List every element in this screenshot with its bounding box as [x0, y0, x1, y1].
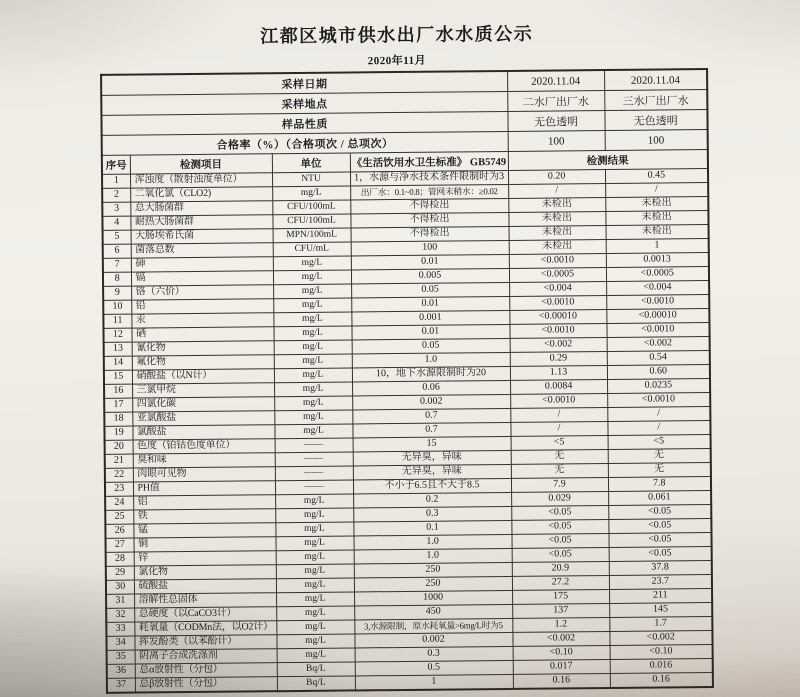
- unit-cell: mg/L: [276, 634, 354, 649]
- row-no-cell: 28: [106, 552, 134, 566]
- result-plant3-cell: 未检出: [605, 211, 708, 226]
- pass-rate-plant2: 100: [508, 131, 605, 152]
- standard-cell: 0.5: [355, 660, 513, 676]
- standard-cell: 0.001: [351, 310, 509, 326]
- standard-cell: 0.06: [352, 380, 510, 396]
- standard-cell: 0.3: [355, 646, 513, 662]
- row-no-cell: 26: [105, 524, 133, 538]
- page-title: 江都区城市供水出厂水水质公示: [260, 23, 534, 47]
- result-plant3-cell: 1: [606, 239, 709, 254]
- sample-nature-label: 样品性质: [101, 111, 507, 135]
- result-plant2-cell: 未检出: [509, 226, 606, 241]
- item-cell: 镉: [131, 271, 273, 286]
- item-cell: 耐热大肠菌群: [130, 215, 272, 230]
- item-cell: 汞: [131, 313, 273, 328]
- result-plant3-cell: 未检出: [606, 225, 709, 240]
- result-plant3-cell: 0.54: [607, 351, 710, 366]
- sample-location-label: 采样地点: [101, 91, 507, 115]
- item-cell: 浑浊度（散射浊度单位）: [130, 173, 272, 188]
- unit-cell: mg/L: [277, 648, 355, 663]
- standard-cell: 1.0: [354, 548, 512, 564]
- result-plant2-cell: <0.05: [511, 506, 608, 521]
- result-plant3-cell: /: [605, 183, 708, 198]
- item-cell: 菌落总数: [131, 243, 273, 258]
- item-cell: 铁: [133, 509, 275, 524]
- result-plant3-cell: 145: [609, 603, 712, 618]
- sample-date-plant2: 2020.11.04: [507, 70, 604, 91]
- result-plant2-cell: 0.20: [508, 170, 605, 185]
- standard-cell: 无异臭，异味: [353, 464, 511, 480]
- row-no-cell: 24: [105, 496, 133, 510]
- item-cell: 硒: [131, 327, 273, 342]
- item-cell: 三氯甲烷: [132, 383, 274, 398]
- unit-cell: mg/L: [273, 256, 351, 271]
- row-no-cell: 21: [105, 454, 133, 468]
- unit-cell: Bq/L: [277, 676, 355, 691]
- item-cell: 色度（铂钴色度单位）: [133, 439, 275, 454]
- result-plant3-cell: <0.05: [608, 519, 711, 534]
- result-plant3-cell: 0.16: [610, 673, 713, 688]
- standard-cell: 0.002: [354, 632, 512, 648]
- standard-cell: 0.7: [352, 422, 510, 438]
- item-cell: PH值: [133, 481, 275, 496]
- col-header-item: 检测项目: [130, 154, 272, 174]
- row-no-cell: 14: [104, 356, 132, 370]
- item-cell: 铜: [134, 537, 276, 552]
- unit-cell: mg/L: [276, 592, 354, 607]
- item-cell: 溶解性总固体: [134, 593, 276, 608]
- item-cell: 四氯化碳: [132, 397, 274, 412]
- unit-cell: mg/L: [273, 326, 351, 341]
- unit-cell: mg/L: [276, 578, 354, 593]
- unit-cell: mg/L: [274, 424, 352, 439]
- row-no-cell: 1: [102, 174, 130, 188]
- row-no-cell: 30: [106, 580, 134, 594]
- report-month: 2020年11月: [367, 54, 427, 68]
- row-no-cell: 11: [103, 314, 131, 328]
- result-plant2-cell: /: [510, 422, 607, 437]
- standard-cell: 0.05: [351, 282, 509, 298]
- standard-cell: 出厂水：0.1~0.8；管网末稍水：≥0.02: [350, 184, 508, 200]
- item-cell: 硫酸盐: [134, 579, 276, 594]
- result-plant2-cell: <0.0010: [509, 254, 606, 269]
- item-cell: 铅: [131, 299, 273, 314]
- unit-cell: ——: [275, 466, 353, 481]
- result-plant2-cell: 0.029: [511, 492, 608, 507]
- standard-cell: 0.2: [353, 492, 511, 508]
- result-plant3-cell: 0.0235: [607, 379, 710, 394]
- standard-cell: 不小于6.5且不大于8.5: [353, 478, 511, 494]
- unit-cell: mg/L: [275, 522, 353, 537]
- sample-date-label: 采样日期: [101, 71, 507, 95]
- result-plant3-cell: 23.7: [609, 575, 712, 590]
- row-no-cell: 9: [103, 286, 131, 300]
- result-plant3-cell: 7.8: [608, 477, 711, 492]
- report-table: [100, 68, 714, 694]
- unit-cell: mg/L: [276, 620, 354, 635]
- row-no-cell: 35: [107, 650, 135, 664]
- result-plant2-cell: <0.002: [510, 338, 607, 353]
- item-cell: 总硬度（以CaCO3计）: [134, 607, 276, 622]
- standard-cell: 450: [354, 604, 512, 620]
- item-cell: 氰化物: [132, 341, 274, 356]
- result-plant2-cell: /: [510, 408, 607, 423]
- row-no-cell: 6: [103, 244, 131, 258]
- pass-rate-label: 合格率（%）（合格项次 / 总项次）: [102, 131, 508, 155]
- unit-cell: mg/L: [273, 270, 351, 285]
- result-plant3-cell: <0.0010: [606, 295, 709, 310]
- col-header-no: 序号: [102, 155, 130, 174]
- result-plant2-cell: 无: [511, 464, 608, 479]
- result-plant2-cell: <0.05: [512, 548, 609, 563]
- item-cell: 砷: [131, 257, 273, 272]
- unit-cell: mg/L: [272, 186, 350, 201]
- result-plant3-cell: <0.05: [608, 505, 711, 520]
- result-plant3-cell: <0.10: [610, 645, 713, 660]
- unit-cell: mg/L: [276, 564, 354, 579]
- standard-cell: 15: [353, 436, 511, 452]
- standard-cell: 0.05: [352, 338, 510, 354]
- unit-cell: CFU/100mL: [272, 214, 350, 229]
- result-plant3-cell: <0.00010: [606, 309, 709, 324]
- result-plant2-cell: 0.16: [513, 673, 610, 688]
- unit-cell: mg/L: [273, 312, 351, 327]
- result-plant3-cell: 0.45: [605, 169, 708, 184]
- unit-cell: mg/L: [276, 550, 354, 565]
- row-no-cell: 7: [103, 258, 131, 272]
- item-cell: 锰: [133, 523, 275, 538]
- row-no-cell: 23: [105, 482, 133, 496]
- unit-cell: MPN/100mL: [273, 228, 351, 243]
- result-plant3-cell: <0.05: [608, 533, 711, 548]
- result-plant3-cell: 211: [609, 589, 712, 604]
- unit-cell: ——: [275, 480, 353, 495]
- unit-cell: NTU: [272, 172, 350, 187]
- result-plant3-cell: /: [607, 407, 710, 422]
- unit-cell: mg/L: [274, 382, 352, 397]
- item-cell: 硝酸盐（以N计）: [132, 369, 274, 384]
- result-plant2-cell: <0.0010: [510, 394, 607, 409]
- row-no-cell: 16: [104, 384, 132, 398]
- result-plant2-cell: <0.0010: [509, 296, 606, 311]
- result-plant3-cell: 1.7: [609, 617, 712, 632]
- result-plant2-cell: 1.2: [512, 618, 609, 633]
- item-cell: 铝: [133, 495, 275, 510]
- row-no-cell: 4: [102, 216, 130, 230]
- unit-cell: CFU/mL: [273, 242, 351, 257]
- result-plant3-cell: 0.0013: [606, 253, 709, 268]
- item-cell: 氯化物: [134, 565, 276, 580]
- standard-cell: 0.005: [351, 268, 509, 284]
- result-plant3-cell: <0.0010: [606, 323, 709, 338]
- row-no-cell: 31: [106, 594, 134, 608]
- standard-cell: 250: [354, 562, 512, 578]
- row-no-cell: 12: [103, 328, 131, 342]
- unit-cell: mg/L: [274, 410, 352, 425]
- standard-cell: 0.01: [351, 324, 509, 340]
- result-plant3-cell: 未检出: [605, 197, 708, 212]
- result-plant3-cell: <0.0005: [606, 267, 709, 282]
- result-plant2-cell: <5: [511, 436, 608, 451]
- result-plant2-cell: 137: [512, 604, 609, 619]
- item-cell: 总大肠菌群: [130, 201, 272, 216]
- standard-cell: 1，水源与净水技术条件限制时为3: [350, 170, 508, 186]
- standard-cell: 1.0: [353, 534, 511, 550]
- unit-cell: mg/L: [275, 508, 353, 523]
- unit-cell: ——: [275, 438, 353, 453]
- col-header-unit: 单位: [272, 153, 350, 173]
- item-cell: 氟化物: [132, 355, 274, 370]
- standard-cell: 0.3: [353, 506, 511, 522]
- item-cell: 总β放射性（分包）: [135, 677, 277, 693]
- unit-cell: CFU/100mL: [272, 200, 350, 215]
- sample-location-plant3: 三水厂出厂水: [604, 90, 707, 111]
- sample-location-plant2: 二水厂出厂水: [507, 91, 604, 112]
- standard-cell: 0.002: [352, 394, 510, 410]
- result-plant3-cell: <5: [608, 435, 711, 450]
- result-plant3-cell: <0.004: [606, 281, 709, 296]
- row-no-cell: 34: [106, 636, 134, 650]
- result-plant3-cell: 37.8: [609, 561, 712, 576]
- result-plant2-cell: <0.0010: [509, 324, 606, 339]
- result-plant3-cell: 0.061: [608, 491, 711, 506]
- result-plant3-cell: /: [607, 421, 710, 436]
- result-plant2-cell: <0.0005: [509, 268, 606, 283]
- standard-cell: 无异臭，异味: [353, 450, 511, 466]
- row-no-cell: 10: [103, 300, 131, 314]
- sample-nature-plant2: 无色透明: [507, 111, 604, 132]
- item-cell: 铬（六价）: [131, 285, 273, 300]
- result-plant2-cell: 7.9: [511, 478, 608, 493]
- item-cell: 锌: [134, 551, 276, 566]
- result-plant3-cell: 无: [608, 463, 711, 478]
- unit-cell: Bq/L: [277, 662, 355, 677]
- item-cell: 大肠埃希氏菌: [131, 229, 273, 244]
- row-no-cell: 25: [105, 510, 133, 524]
- standard-cell: 0.01: [351, 254, 509, 270]
- unit-cell: mg/L: [274, 354, 352, 369]
- item-cell: 耗氧量（CODMn法，以O2计）: [134, 621, 276, 636]
- standard-cell: 不得检出: [350, 198, 508, 214]
- item-cell: 二氧化氯（CLO2): [130, 187, 272, 202]
- result-plant3-cell: <0.002: [609, 631, 712, 646]
- row-no-cell: 19: [104, 426, 132, 440]
- result-plant2-cell: 无: [511, 450, 608, 465]
- standard-cell: 不得检出: [351, 226, 509, 242]
- row-no-cell: 32: [106, 608, 134, 622]
- item-cell: 挥发酚类（以苯酚计）: [134, 635, 276, 650]
- result-plant2-cell: 20.9: [512, 562, 609, 577]
- row-no-cell: 27: [106, 538, 134, 552]
- result-plant3-cell: <0.0010: [607, 393, 710, 408]
- row-no-cell: 33: [106, 622, 134, 636]
- row-no-cell: 8: [103, 272, 131, 286]
- row-no-cell: 22: [105, 468, 133, 482]
- row-no-cell: 5: [103, 230, 131, 244]
- result-plant3-cell: 0.60: [607, 365, 710, 380]
- result-plant2-cell: 0.0084: [510, 380, 607, 395]
- result-plant2-cell: 未检出: [508, 212, 605, 227]
- standard-cell: 不得检出: [350, 212, 508, 228]
- row-no-cell: 17: [104, 398, 132, 412]
- standard-cell: 100: [351, 240, 509, 256]
- col-header-standard: 《生活饮用水卫生标准》 GB5749: [350, 151, 508, 172]
- unit-cell: mg/L: [276, 606, 354, 621]
- standard-cell: 1000: [354, 590, 512, 606]
- sample-nature-plant3: 无色透明: [604, 110, 707, 131]
- sample-date-plant3: 2020.11.04: [604, 69, 707, 90]
- result-plant2-cell: 未检出: [508, 198, 605, 213]
- result-plant2-cell: 27.2: [512, 576, 609, 591]
- row-no-cell: 18: [104, 412, 132, 426]
- standard-cell: 0.7: [352, 408, 510, 424]
- result-plant2-cell: <0.05: [511, 520, 608, 535]
- standard-cell: 1: [355, 674, 513, 690]
- row-no-cell: 2: [102, 188, 130, 202]
- standard-cell: 250: [354, 576, 512, 592]
- row-no-cell: 20: [105, 440, 133, 454]
- unit-cell: mg/L: [274, 340, 352, 355]
- result-plant3-cell: <0.002: [607, 337, 710, 352]
- result-plant2-cell: 0.017: [513, 660, 610, 675]
- result-plant2-cell: 未检出: [509, 240, 606, 255]
- standard-cell: 0.1: [353, 520, 511, 536]
- row-no-cell: 3: [102, 202, 130, 216]
- item-cell: 肉眼可见物: [133, 467, 275, 482]
- result-plant2-cell: 1.13: [510, 366, 607, 381]
- results-tbody: [102, 169, 713, 693]
- result-plant2-cell: <0.05: [511, 534, 608, 549]
- item-cell: 氯酸盐: [132, 425, 274, 440]
- unit-cell: mg/L: [274, 368, 352, 383]
- item-cell: 阴离子合成洗涤剂: [135, 649, 277, 664]
- unit-cell: mg/L: [273, 284, 351, 299]
- unit-cell: ——: [275, 452, 353, 467]
- row-no-cell: 37: [107, 678, 135, 693]
- result-plant3-cell: 0.016: [610, 659, 713, 674]
- result-plant2-cell: /: [508, 184, 605, 199]
- standard-cell: 0.01: [351, 296, 509, 312]
- item-cell: 总α放射性（分包）: [135, 663, 277, 678]
- result-plant2-cell: <0.004: [509, 282, 606, 297]
- unit-cell: mg/L: [275, 536, 353, 551]
- pass-rate-plant3: 100: [605, 130, 708, 151]
- row-no-cell: 15: [104, 370, 132, 384]
- row-no-cell: 13: [104, 342, 132, 356]
- unit-cell: mg/L: [274, 396, 352, 411]
- row-no-cell: 36: [107, 664, 135, 678]
- row-no-cell: 29: [106, 566, 134, 580]
- item-cell: 亚氯酸盐: [132, 411, 274, 426]
- result-plant2-cell: 175: [512, 590, 609, 605]
- standard-cell: 3,水源限制，原水耗氧量>6mg/L时为5: [354, 618, 512, 634]
- item-cell: 臭和味: [133, 453, 275, 468]
- unit-cell: mg/L: [273, 298, 351, 313]
- col-header-result: 检测结果: [508, 150, 708, 171]
- result-plant3-cell: <0.05: [609, 547, 712, 562]
- result-plant2-cell: <0.002: [512, 632, 609, 647]
- result-plant2-cell: <0.10: [513, 646, 610, 661]
- unit-cell: mg/L: [275, 494, 353, 509]
- standard-cell: 1.0: [352, 352, 510, 368]
- result-plant3-cell: 无: [608, 449, 711, 464]
- result-plant2-cell: <0.00010: [509, 310, 606, 325]
- result-plant2-cell: 0.29: [510, 352, 607, 367]
- standard-cell: 10，地下水源限制时为20: [352, 366, 510, 382]
